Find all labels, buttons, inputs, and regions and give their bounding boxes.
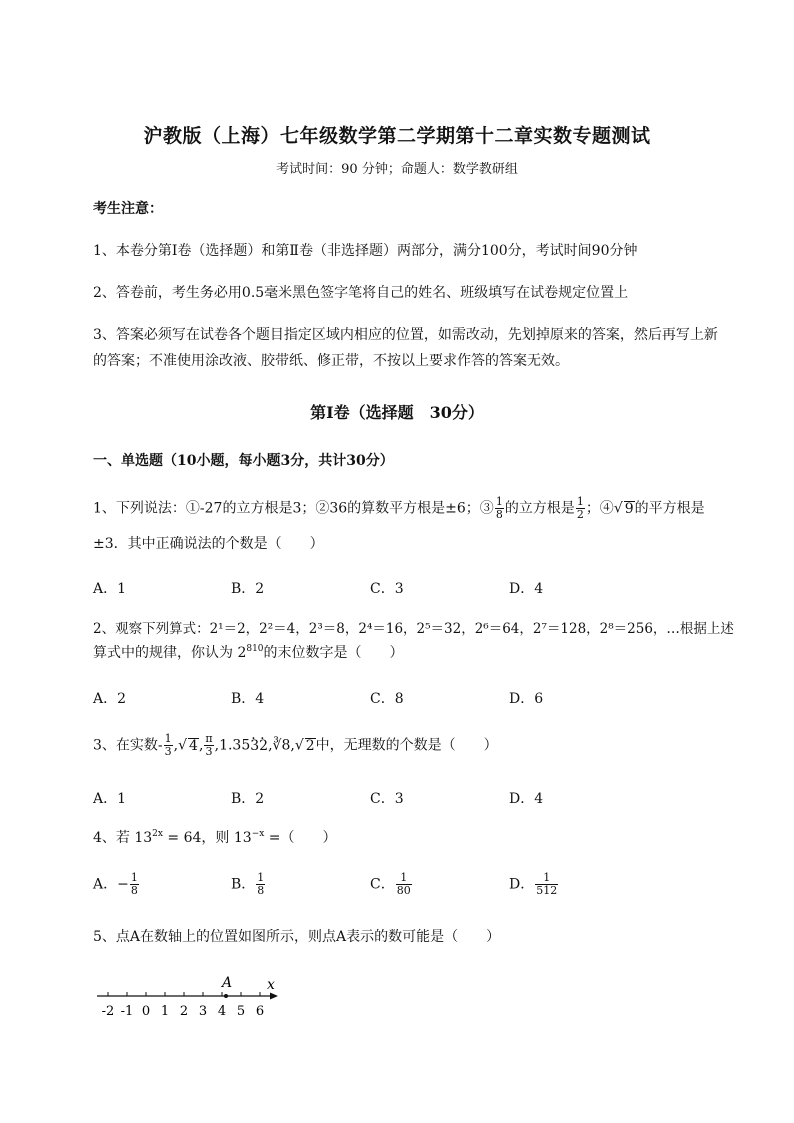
q1-option-d[interactable]: D．4 (509, 581, 544, 597)
question-1-text-d: 的平方根是 (634, 500, 705, 517)
q2-option-c[interactable]: C．8 (370, 691, 404, 707)
axis-arrow-icon (270, 993, 278, 1000)
question-5-text: 5、点A在数轴上的位置如图所示，则点A表示的数可能是（ ） (93, 929, 501, 945)
question-4-line-1 (93, 827, 337, 849)
question-2-text-a: 算式中的规律，你认为 2 (93, 645, 247, 661)
fraction-denominator: 80 (396, 884, 411, 897)
question-3-text-c: ,∛8, (268, 737, 295, 754)
question-4-text-b: = 64，则 13 (162, 830, 252, 846)
fraction-denominator: 8 (130, 884, 138, 897)
fraction-numerator: 1 (396, 872, 412, 885)
repeating-digit: · 3 (250, 738, 259, 754)
tick-label: 6 (255, 1004, 265, 1019)
question-3-text-b: ,1.35 (214, 737, 251, 754)
tick-label: 0 (141, 1004, 151, 1019)
question-3-line-1 (93, 733, 498, 758)
comma: , (173, 737, 179, 754)
tick-label: -1 (120, 1004, 134, 1019)
fraction-denominator: 8 (257, 884, 265, 897)
option-fraction (396, 872, 412, 897)
question-2-line-1: 2、观察下列算式：2¹＝2，2²＝4，2³＝8，2⁴＝16，2⁵＝32，2⁶＝64，2⁷＝128，2⁸＝256，…根据上述 (93, 621, 734, 637)
q4-option-c[interactable] (370, 872, 413, 897)
q3-option-b[interactable]: B．2 (231, 791, 265, 807)
notice-item-3: 3、答案必须写在试卷各个题目指定区域内相应的位置，如需改动，先划掉原来的答案，然后再写上新 (93, 327, 718, 343)
q3-option-d[interactable]: D．4 (509, 791, 544, 807)
q1-option-a[interactable]: A．1 (93, 581, 127, 597)
tick-label: -2 (101, 1004, 115, 1019)
tick-label: 5 (236, 1004, 246, 1019)
fraction-numerator: 1 (535, 872, 558, 885)
q2-option-b[interactable]: B．4 (231, 691, 265, 707)
notice-heading: 考生注意： (93, 201, 163, 217)
question-4-text-a: 4、若 13 (93, 830, 153, 846)
part-heading: 一、单选题（10小题，每小题3分，共计30分） (93, 453, 394, 469)
sqrt-radicand: 4 (189, 737, 198, 754)
question-2-text-b: 的末位数字是（ ） (263, 645, 404, 661)
notice-item-1: 1、本卷分第Ⅰ卷（选择题）和第Ⅱ卷（非选择题）两部分，满分100分，考试时间90分钟 (93, 243, 638, 259)
exam-subtitle: 考试时间：90 分钟；命题人：数学教研组 (276, 162, 518, 177)
fraction-one-half (576, 496, 585, 521)
fraction-denominator: 8 (495, 508, 503, 521)
repeating-digit: · 2 (259, 738, 268, 754)
option-fraction (535, 872, 558, 897)
option-label: A．− (93, 876, 129, 893)
q2-option-d[interactable]: D．6 (509, 691, 544, 707)
fraction-pi-third (204, 733, 213, 758)
fraction-numerator: 1 (164, 732, 172, 745)
option-fraction (256, 872, 265, 897)
sqrt-sign: √ (178, 737, 188, 754)
fraction-numerator: 1 (576, 495, 584, 508)
sqrt-sign: √ (613, 500, 623, 517)
option-label: C． (370, 876, 395, 893)
question-1-text-b: 的立方根是 (504, 500, 575, 517)
fraction-numerator: 1 (257, 871, 265, 884)
question-4-text-c: =（ ） (264, 830, 337, 846)
fraction-denominator: 3 (205, 745, 213, 758)
exponent: −x (251, 829, 265, 839)
point-a-marker (224, 994, 228, 998)
sqrt-sign: √ (294, 737, 304, 754)
notice-item-3-cont: 的答案；不准使用涂改液、胶带纸、修正带，不按以上要求作答的答案无效。 (93, 353, 569, 369)
tick-label: 2 (179, 1004, 189, 1019)
q2-option-a[interactable]: A．2 (93, 691, 127, 707)
notice-item-2: 2、答卷前，考生务必用0.5毫米黑色签字笔将自己的姓名、班级填写在试卷规定位置上 (93, 285, 629, 301)
fraction-one-eighth (495, 496, 504, 521)
exponent: 810 (246, 644, 264, 654)
fraction-numerator: 1 (495, 495, 503, 508)
option-label: D． (509, 876, 535, 893)
exponent: 2x (152, 829, 163, 839)
q4-option-d[interactable] (509, 872, 559, 897)
question-1-text-a: 1、下列说法：①-27的立方根是3；②36的算数平方根是±6；③ (93, 500, 494, 517)
point-a-label: A (222, 975, 233, 991)
fraction-numerator: 1 (130, 871, 138, 884)
fraction-numerator: π (205, 732, 213, 745)
number-line-figure (90, 972, 290, 1022)
exam-title: 沪教版（上海）七年级数学第二学期第十二章实数专题测试 (143, 125, 651, 147)
q3-option-a[interactable]: A．1 (93, 791, 127, 807)
q1-option-b[interactable]: B．2 (231, 581, 265, 597)
tick-label: 3 (198, 1004, 208, 1019)
q4-option-a[interactable] (93, 872, 140, 897)
q4-option-b[interactable] (231, 872, 266, 897)
question-3-text-a: 3、在实数- (93, 737, 163, 754)
comma: , (198, 737, 204, 754)
sqrt-radicand: 2 (305, 737, 315, 754)
sqrt-radicand: 9 (624, 500, 634, 517)
question-1-line-2: ±3．其中正确说法的个数是（ ） (93, 536, 324, 552)
option-label: B． (231, 876, 256, 893)
question-1-line-1 (93, 496, 705, 521)
q3-option-c[interactable]: C．3 (370, 791, 404, 807)
option-fraction (130, 872, 139, 897)
fraction-denominator: 2 (576, 508, 584, 521)
question-3-text-d: 中，无理数的个数是（ ） (315, 737, 498, 754)
question-2-line-2 (93, 642, 404, 664)
axis-x-label: x (267, 977, 275, 993)
fraction-denominator: 3 (164, 745, 172, 758)
q1-option-c[interactable]: C．3 (370, 581, 404, 597)
tick-label: 4 (217, 1004, 227, 1019)
section-title: 第Ⅰ卷（选择题 30分） (310, 403, 484, 422)
fraction-one-third (164, 733, 173, 758)
fraction-denominator: 512 (536, 884, 558, 897)
question-1-text-c: ；④ (585, 500, 614, 517)
tick-label: 1 (160, 1004, 170, 1019)
